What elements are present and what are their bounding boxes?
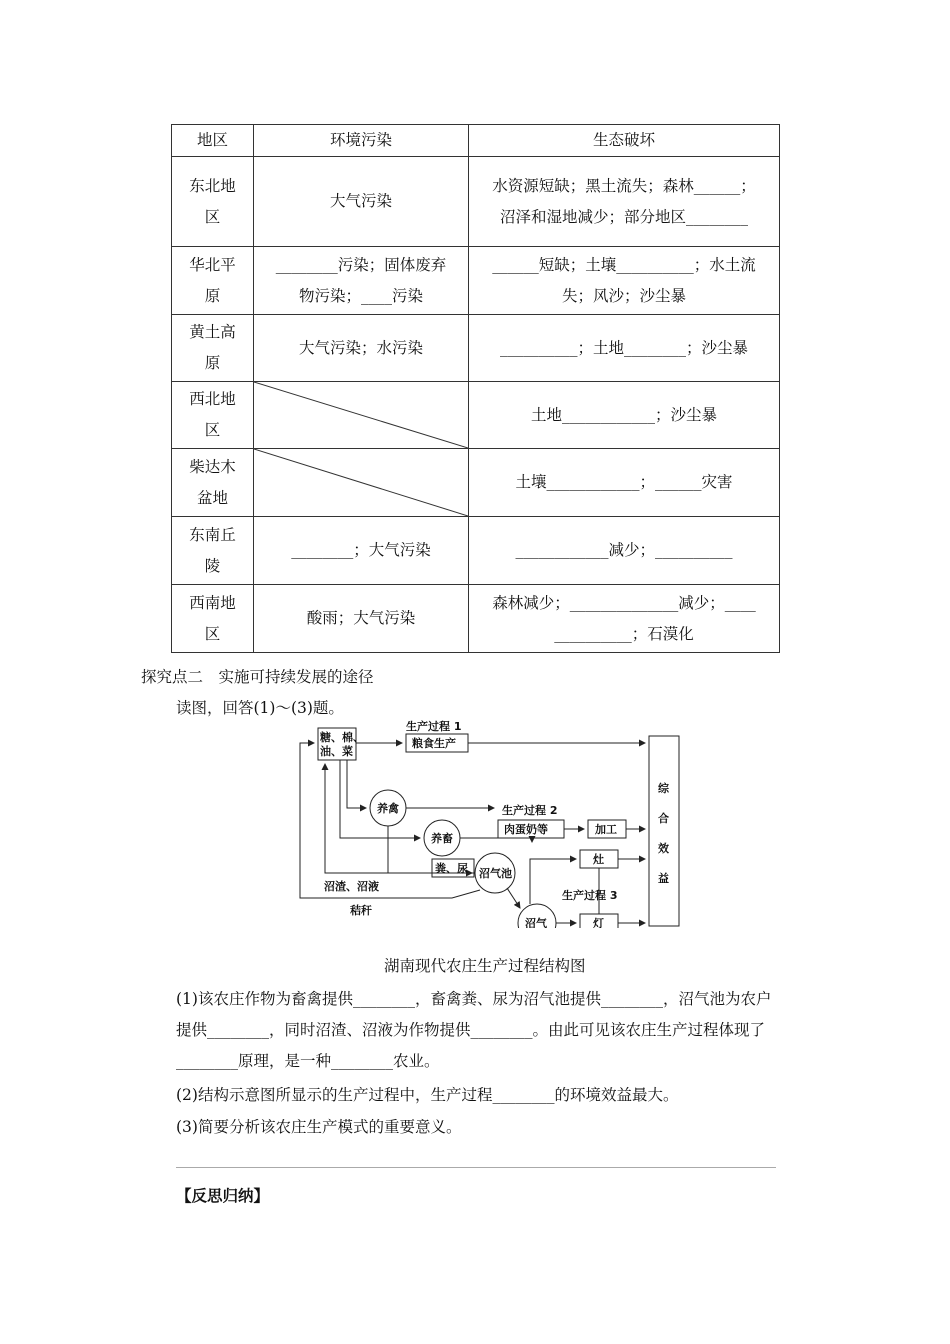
question-1: (1)该农庄作物为畜禽提供________，畜禽粪、尿为沼气池提供________，沼气池为农户提供________，同时沼渣、沼液为作物提供________。由此可见该农庄生产过程体现了________原理，是一种________农业。 [176, 990, 772, 1070]
empty-cell-diagonal [254, 382, 469, 449]
biogas-label: 沼气 [525, 917, 547, 928]
table-row: 华北平 原 ________污染；固体废弃 物污染；____污染 ______短缺；土壤__________；水土流 失；风沙；沙尘暴 [172, 247, 780, 315]
table-row: 东南丘 陵 ________；大气污染 ____________减少；__________ [172, 517, 780, 585]
divider [176, 1167, 776, 1168]
poultry-label: 养禽 [377, 802, 399, 815]
benefit-char: 益 [658, 872, 669, 885]
table-row: 柴达木 盆地 土壤____________；______灾害 [172, 449, 780, 517]
benefit-char: 综 [658, 782, 669, 795]
residue-label: 沼渣、沼液 [324, 880, 379, 893]
livestock-label: 养畜 [431, 832, 453, 845]
process3-label: 生产过程 3 [562, 889, 618, 902]
processing-label: 加工 [595, 823, 617, 836]
biogas-pool-label: 沼气池 [479, 867, 512, 880]
process2-label: 生产过程 2 [502, 804, 558, 817]
farm-process-diagram [292, 718, 682, 928]
crops-label: 糖、棉、 [320, 731, 364, 744]
instruction: 读图，回答(1)～(3)题。 [176, 699, 344, 717]
header-pollution: 环境污染 [254, 125, 469, 157]
header-region: 地区 [172, 125, 254, 157]
header-damage: 生态破坏 [469, 125, 780, 157]
section-title: 探究点二 实施可持续发展的途径 [141, 668, 374, 686]
table-row: 西北地 区 土地____________；沙尘暴 [172, 382, 780, 449]
benefit-char: 合 [658, 812, 669, 825]
table-row: 西南地 区 酸雨；大气污染 森林减少；______________减少；____ __________；石漠化 [172, 585, 780, 653]
question-3: (3)简要分析该农庄生产模式的重要意义。 [176, 1118, 462, 1136]
environment-table [171, 124, 780, 653]
lamp-label: 灯 [593, 917, 604, 928]
process1-label: 生产过程 1 [406, 720, 462, 733]
grain-label: 粮食生产 [412, 737, 456, 750]
crops-label: 油、菜 [320, 745, 353, 758]
table-row: 黄土高 原 大气污染；水污染 __________；土地________；沙尘暴 [172, 315, 780, 382]
benefit-char: 效 [658, 842, 669, 855]
stove-label: 灶 [593, 853, 604, 866]
meat-label: 肉蛋奶等 [504, 823, 548, 836]
diagram-caption: 湖南现代农庄生产过程结构图 [384, 957, 586, 975]
straw-label: 秸秆 [350, 904, 372, 917]
reflection-heading: 【反思归纳】 [176, 1186, 270, 1205]
question-2: (2)结构示意图所显示的生产过程中，生产过程________的环境效益最大。 [176, 1086, 679, 1104]
manure-label: 粪、尿 [435, 862, 468, 875]
empty-cell-diagonal [254, 449, 469, 517]
table-row: 东北地 区 大气污染 水资源短缺；黑土流失；森林______； 沼泽和湿地减少；部分地区________ [172, 157, 780, 247]
